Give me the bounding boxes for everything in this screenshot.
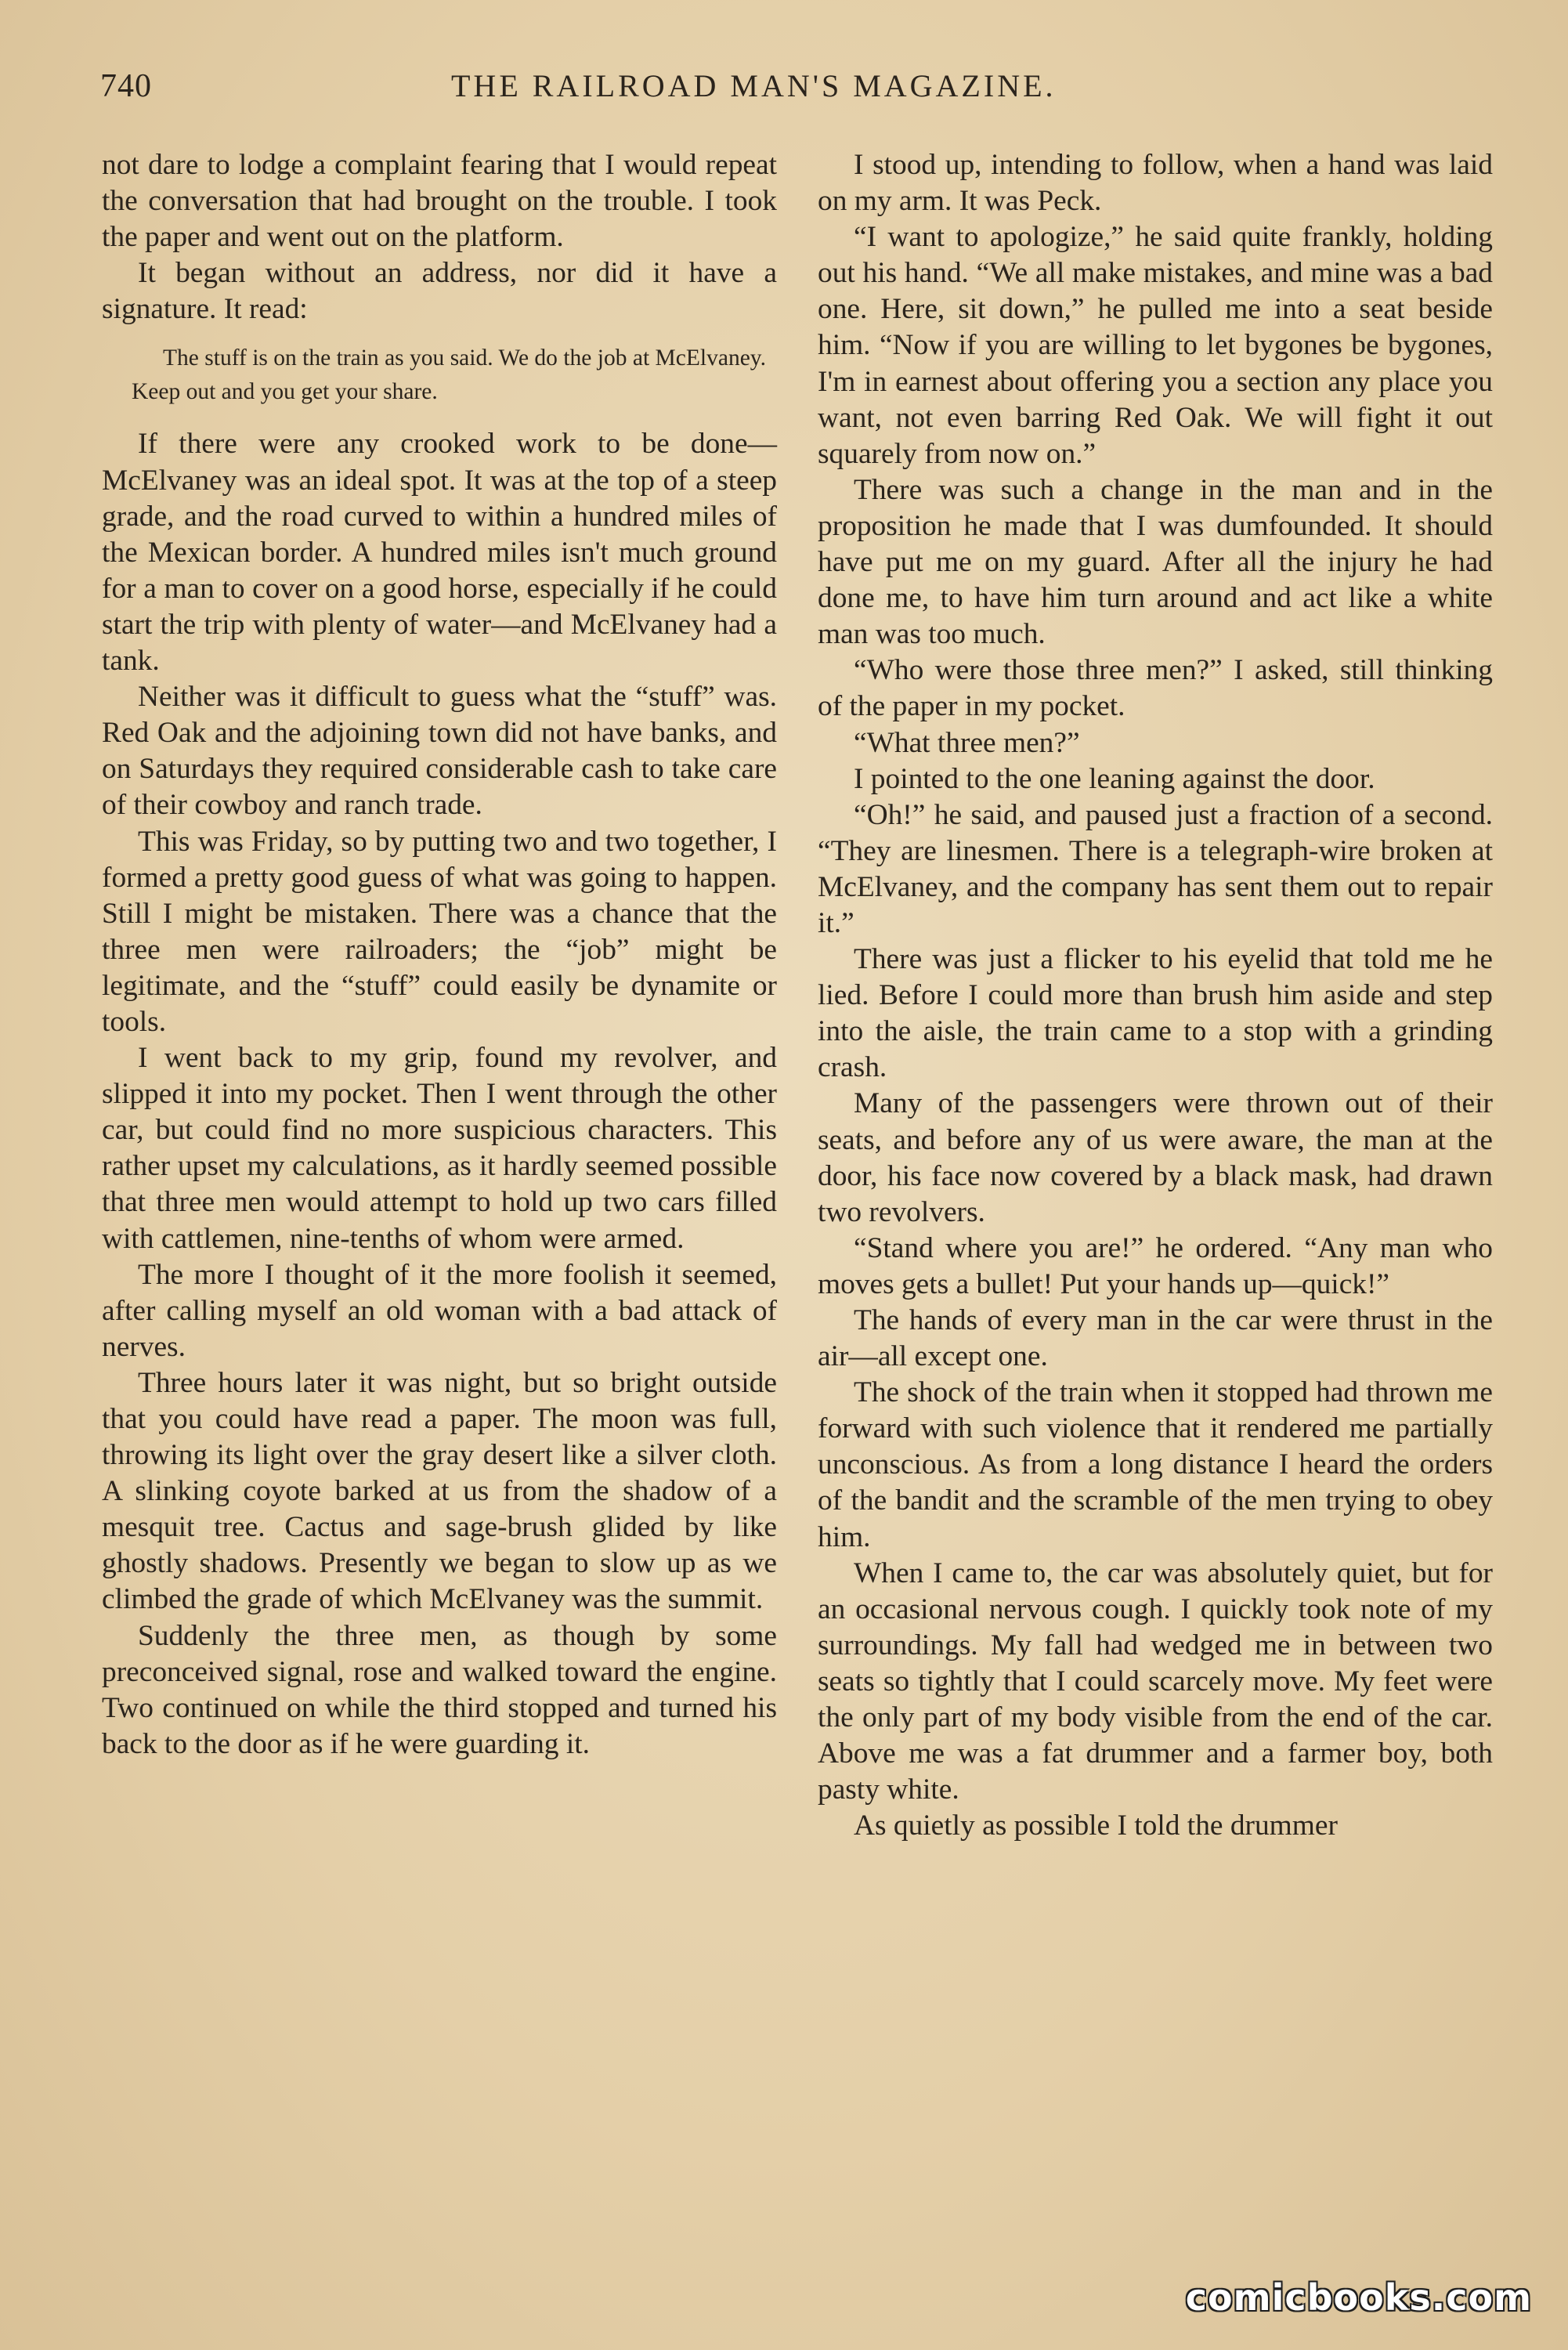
paragraph: There was just a flicker to his eyelid that told me he lied. Before I could more than brush him aside and step into the aisle, the train came to a stop with a grinding crash. [818,943,1493,1084]
running-title: THE RAILROAD MAN'S MAGAZINE. [451,68,1057,103]
paragraph: There was such a change in the man and in the proposition he made that I was dumfounded. It should have put me on my guard. After all the injury he had done me, to have him turn around and act like a white man was too much. [818,473,1493,651]
left-column [102,147,777,1762]
paragraph: “Who were those three men?” I asked, still thinking of the paper in my pocket. [818,654,1493,723]
paragraph: The shock of the train when it stopped had thrown me forward with such violence that it rendered me partially unconscious. As from a long distance I heard the orders of the bandit and the scramble of the men trying to obey him. [818,1376,1493,1553]
paragraph: Neither was it difficult to guess what the “stuff” was. Red Oak and the adjoining town did not have banks, and on Saturdays they required considerable cash to take care of their cowboy and ranch trade. [102,681,777,822]
paragraph: “What three men?” [854,726,1080,759]
watermark: comicbooks.com [1185,2276,1532,2319]
paragraph: Many of the passengers were thrown out of their seats, and before any of us were aware, the man at the door, his face now covered by a black mask, had drawn two revolvers. [818,1087,1493,1228]
quoted-note: The stuff is on the train as you said. We do the job at McElvaney. Keep out and you get your share. [132,345,766,405]
page-number: 740 [100,68,152,104]
paragraph: Suddenly the three men, as though by some preconceived signal, rose and walked toward the engine. Two continued on while the third stopped and turned his back to the door as if he were guarding it. [102,1619,777,1760]
paragraph: I stood up, intending to follow, when a hand was laid on my arm. It was Peck. [818,149,1493,218]
paragraph: “Stand where you are!” he ordered. “Any man who moves gets a bullet! Put your hands up—quick!” [818,1231,1493,1300]
paragraph: The more I thought of it the more foolish it seemed, after calling myself an old woman with a bad attack of nerves. [102,1258,777,1363]
paragraph: As quietly as possible I told the drummer [854,1810,1338,1842]
page-header [99,67,1469,118]
paragraph: I went back to my grip, found my revolver, and slipped it into my pocket. Then I went through the other car, but could find no more suspicious characters. This rather upset my calculations, as it hardly seemed possible that three men would attempt to hold up two cars filled with cattlemen, nine-tenths of whom were armed. [102,1042,777,1255]
paragraph: “Oh!” he said, and paused just a fraction of a second. “They are linesmen. There is a telegraph-wire broken at McElvaney, and the company has sent them out to repair it.” [818,798,1493,939]
paragraph: Three hours later it was night, but so bright outside that you could have read a paper. The moon was full, throwing its light over the gray desert like a silver cloth. A slinking coyote barked at us from the shadow of a mesquit tree. Cactus and sage-brush glided by like ghostly shadows. Presently we began to slow up as we climbed the grade of which McElvaney was the summit. [102,1366,777,1616]
paragraph: I pointed to the one leaning against the door. [854,762,1375,795]
paragraph: not dare to lodge a complaint fearing that I would repeat the conversation that had brought on the trouble. I took the paper and went out on the platform. [102,149,777,254]
paragraph: This was Friday, so by putting two and two together, I formed a pretty good guess of what was going to happen. Still I might be mistaken. There was a chance that the three men were railroaders; the “job” might be legitimate, and the “stuff” could easily be dynamite or tools. [102,825,777,1038]
paragraph: If there were any crooked work to be done—McElvaney was an ideal spot. It was at the top of a steep grade, and the road curved to within a hundred miles of the Mexican border. A hundred miles isn't much ground for a man to cover on a good horse, especially if he could start the trip with plenty of water—and McElvaney had a tank. [102,428,777,678]
paragraph: “I want to apologize,” he said quite frankly, holding out his hand. “We all make mistakes, and mine was a bad one. Here, sit down,” he pulled me into a seat beside him. “Now if you are willing to let bygones be bygones, I'm in earnest about offering you a section any place you want, not even barring Red Oak. We will fight it out squarely from now on.” [818,221,1493,470]
right-column [818,147,1493,1844]
paragraph: The hands of every man in the car were thrust in the air—all except one. [818,1304,1493,1373]
paragraph: It began without an address, nor did it have a signature. It read: [102,257,777,326]
paragraph: When I came to, the car was absolutely quiet, but for an occasional nervous cough. I quickly took note of my surroundings. My fall had wedged me in between two seats so tightly that I could scarcely move. My feet were the only part of my body visible from the end of the car. Above me was a fat drummer and a farmer boy, both pasty white. [818,1556,1493,1806]
